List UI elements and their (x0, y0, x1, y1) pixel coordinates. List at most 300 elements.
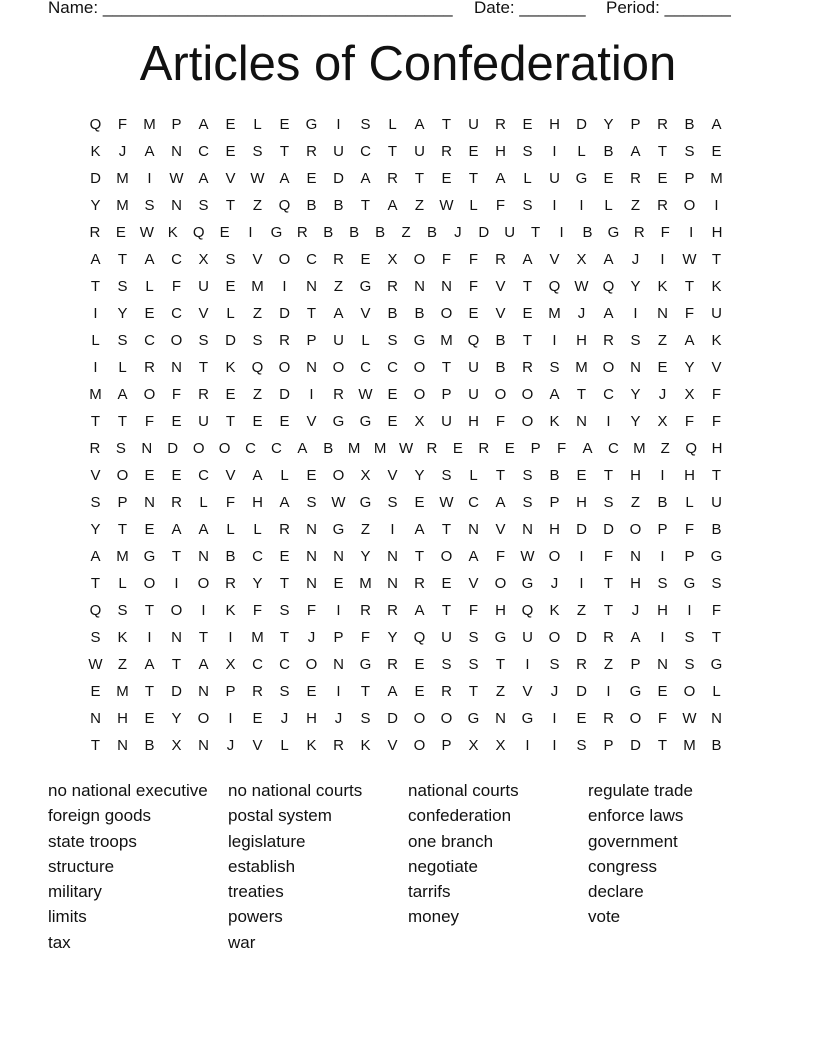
grid-letter[interactable]: D (225, 332, 236, 349)
grid-letter[interactable]: S (522, 467, 533, 484)
grid-letter[interactable]: A (279, 494, 290, 511)
grid-letter[interactable]: S (441, 467, 452, 484)
grid-letter[interactable]: O (548, 548, 561, 565)
grid-letter[interactable]: E (657, 683, 668, 700)
grid-letter[interactable]: T (90, 278, 101, 295)
grid-letter[interactable]: K (225, 602, 236, 619)
grid-letter[interactable]: F (171, 386, 182, 403)
grid-letter[interactable]: Y (90, 521, 101, 538)
grid-letter[interactable]: J (334, 710, 343, 727)
grid-letter[interactable]: A (711, 116, 722, 133)
grid-letter[interactable]: N (171, 629, 182, 646)
grid-letter[interactable]: L (523, 170, 532, 187)
grid-letter[interactable]: K (360, 737, 371, 754)
grid-letter[interactable]: D (603, 521, 614, 538)
grid-letter[interactable]: R (225, 575, 236, 592)
grid-letter[interactable]: J (118, 143, 127, 160)
grid-letter[interactable]: E (441, 575, 452, 592)
grid-letter[interactable]: M (683, 737, 696, 754)
grid-letter[interactable]: V (225, 467, 236, 484)
grid-letter[interactable]: E (576, 710, 587, 727)
grid-letter[interactable]: C (144, 332, 155, 349)
grid-letter[interactable]: U (414, 143, 425, 160)
grid-letter[interactable]: D (279, 386, 290, 403)
grid-letter[interactable]: F (468, 251, 479, 268)
grid-letter[interactable]: H (711, 224, 723, 241)
grid-letter[interactable]: M (347, 440, 361, 457)
grid-letter[interactable]: S (576, 737, 587, 754)
grid-letter[interactable]: R (630, 170, 641, 187)
grid-letter[interactable]: E (576, 467, 587, 484)
grid-letter[interactable]: R (441, 683, 452, 700)
grid-letter[interactable]: I (606, 683, 611, 700)
grid-letter[interactable]: R (333, 386, 344, 403)
grid-letter[interactable]: U (468, 116, 479, 133)
grid-letter[interactable]: C (279, 656, 290, 673)
grid-letter[interactable]: E (171, 467, 182, 484)
grid-letter[interactable]: N (630, 548, 641, 565)
grid-letter[interactable]: E (115, 224, 126, 241)
grid-letter[interactable]: I (559, 224, 564, 241)
grid-letter[interactable]: H (684, 467, 695, 484)
grid-letter[interactable]: O (440, 710, 453, 727)
grid-letter[interactable]: G (359, 494, 372, 511)
grid-letter[interactable]: P (117, 494, 128, 511)
grid-letter[interactable]: T (360, 683, 371, 700)
grid-letter[interactable]: T (657, 737, 668, 754)
grid-letter[interactable]: E (360, 251, 371, 268)
grid-letter[interactable]: A (630, 143, 641, 160)
grid-letter[interactable]: M (373, 440, 387, 457)
name-field[interactable] (48, 0, 453, 18)
grid-letter[interactable]: E (657, 359, 668, 376)
grid-letter[interactable]: O (197, 575, 210, 592)
grid-letter[interactable]: T (603, 602, 614, 619)
grid-letter[interactable]: P (549, 494, 560, 511)
grid-letter[interactable]: Z (252, 197, 263, 214)
grid-letter[interactable]: P (684, 170, 695, 187)
grid-letter[interactable]: I (552, 710, 557, 727)
grid-letter[interactable]: C (198, 143, 209, 160)
grid-letter[interactable]: I (228, 629, 233, 646)
grid-letter[interactable]: E (306, 170, 317, 187)
grid-letter[interactable]: I (525, 737, 530, 754)
grid-letter[interactable]: R (603, 710, 614, 727)
grid-letter[interactable]: T (711, 467, 722, 484)
grid-letter[interactable]: G (143, 548, 156, 565)
grid-letter[interactable]: A (603, 251, 614, 268)
grid-letter[interactable]: O (305, 656, 318, 673)
grid-letter[interactable]: P (603, 737, 614, 754)
grid-letter[interactable]: B (387, 305, 398, 322)
grid-letter[interactable]: O (413, 359, 426, 376)
grid-letter[interactable]: O (602, 359, 615, 376)
grid-letter[interactable]: T (531, 224, 541, 241)
grid-letter[interactable]: T (279, 629, 290, 646)
period-blank[interactable]: _______ (664, 0, 731, 17)
grid-letter[interactable]: P (171, 116, 182, 133)
grid-letter[interactable]: Y (90, 197, 101, 214)
grid-letter[interactable]: S (711, 575, 722, 592)
grid-letter[interactable]: M (548, 305, 561, 322)
grid-letter[interactable]: A (90, 548, 101, 565)
grid-letter[interactable]: V (306, 413, 317, 430)
grid-letter[interactable]: L (118, 575, 127, 592)
grid-letter[interactable]: H (630, 467, 641, 484)
grid-letter[interactable]: E (225, 116, 236, 133)
grid-letter[interactable]: A (414, 116, 425, 133)
grid-letter[interactable]: T (90, 413, 101, 430)
grid-letter[interactable]: C (198, 467, 209, 484)
grid-letter[interactable]: X (171, 737, 182, 754)
grid-letter[interactable]: T (171, 548, 182, 565)
grid-letter[interactable]: P (630, 116, 641, 133)
grid-letter[interactable]: N (117, 737, 128, 754)
grid-letter[interactable]: Z (576, 602, 587, 619)
grid-letter[interactable]: A (198, 170, 209, 187)
grid-letter[interactable]: S (603, 494, 614, 511)
grid-letter[interactable]: F (603, 548, 614, 565)
grid-letter[interactable]: A (171, 521, 182, 538)
grid-letter[interactable]: J (550, 683, 559, 700)
grid-letter[interactable]: S (360, 710, 371, 727)
grid-letter[interactable]: L (91, 332, 100, 349)
grid-letter[interactable]: R (603, 629, 614, 646)
grid-letter[interactable]: S (279, 683, 290, 700)
grid-letter[interactable]: H (630, 575, 641, 592)
grid-letter[interactable]: S (522, 494, 533, 511)
grid-letter[interactable]: T (117, 521, 128, 538)
grid-letter[interactable]: K (711, 278, 722, 295)
grid-letter[interactable]: O (413, 386, 426, 403)
grid-letter[interactable]: Z (401, 224, 411, 241)
grid-letter[interactable]: W (358, 386, 373, 403)
grid-letter[interactable]: W (169, 170, 184, 187)
grid-letter[interactable]: S (684, 629, 695, 646)
grid-letter[interactable]: F (252, 602, 263, 619)
grid-letter[interactable]: E (414, 683, 425, 700)
grid-letter[interactable]: R (89, 440, 101, 457)
grid-letter[interactable]: D (576, 521, 587, 538)
grid-letter[interactable]: I (201, 602, 206, 619)
grid-letter[interactable]: C (360, 359, 371, 376)
grid-letter[interactable]: C (387, 359, 398, 376)
grid-letter[interactable]: P (306, 332, 317, 349)
grid-letter[interactable]: R (478, 440, 490, 457)
grid-letter[interactable]: J (631, 602, 640, 619)
grid-letter[interactable]: S (198, 332, 209, 349)
grid-letter[interactable]: O (521, 413, 534, 430)
grid-letter[interactable]: F (306, 602, 317, 619)
grid-letter[interactable]: R (657, 116, 668, 133)
grid-letter[interactable]: U (198, 278, 209, 295)
grid-letter[interactable]: M (575, 359, 588, 376)
grid-letter[interactable]: S (115, 440, 126, 457)
name-blank[interactable]: _____________________________________ (102, 0, 453, 17)
grid-letter[interactable]: C (360, 143, 371, 160)
grid-letter[interactable]: A (117, 386, 128, 403)
grid-letter[interactable]: M (359, 575, 372, 592)
grid-letter[interactable]: H (468, 413, 479, 430)
grid-letter[interactable]: B (711, 737, 722, 754)
grid-letter[interactable]: L (280, 737, 289, 754)
grid-letter[interactable]: V (252, 737, 263, 754)
grid-letter[interactable]: W (439, 197, 454, 214)
grid-letter[interactable]: A (90, 251, 101, 268)
grid-letter[interactable]: F (468, 278, 479, 295)
grid-letter[interactable]: T (198, 359, 209, 376)
grid-letter[interactable]: O (521, 386, 534, 403)
grid-letter[interactable]: C (171, 305, 182, 322)
grid-letter[interactable]: W (682, 251, 697, 268)
grid-letter[interactable]: G (710, 548, 723, 565)
grid-letter[interactable]: X (225, 656, 236, 673)
grid-letter[interactable]: J (454, 224, 462, 241)
grid-letter[interactable]: T (171, 656, 182, 673)
grid-letter[interactable]: O (683, 197, 696, 214)
grid-letter[interactable]: U (441, 413, 452, 430)
grid-letter[interactable]: X (495, 737, 506, 754)
grid-letter[interactable]: L (253, 116, 262, 133)
grid-letter[interactable]: N (198, 548, 209, 565)
grid-letter[interactable]: R (333, 251, 344, 268)
grid-letter[interactable]: Y (630, 413, 641, 430)
grid-letter[interactable]: L (712, 683, 721, 700)
grid-letter[interactable]: E (387, 413, 398, 430)
grid-letter[interactable]: I (282, 278, 287, 295)
grid-letter[interactable]: N (198, 683, 209, 700)
grid-letter[interactable]: H (549, 521, 560, 538)
grid-letter[interactable]: R (495, 116, 506, 133)
grid-letter[interactable]: A (630, 629, 641, 646)
period-field[interactable] (606, 0, 731, 18)
grid-letter[interactable]: R (522, 359, 533, 376)
grid-letter[interactable]: E (414, 494, 425, 511)
grid-letter[interactable]: E (225, 143, 236, 160)
grid-letter[interactable]: O (440, 548, 453, 565)
grid-letter[interactable]: I (687, 602, 692, 619)
grid-letter[interactable]: U (468, 359, 479, 376)
grid-letter[interactable]: T (90, 575, 101, 592)
grid-letter[interactable]: T (495, 656, 506, 673)
grid-letter[interactable]: U (198, 413, 209, 430)
grid-letter[interactable]: U (333, 332, 344, 349)
grid-letter[interactable]: R (279, 521, 290, 538)
grid-letter[interactable]: D (171, 683, 182, 700)
grid-letter[interactable]: E (144, 521, 155, 538)
grid-letter[interactable]: F (660, 224, 670, 241)
grid-letter[interactable]: T (360, 197, 371, 214)
grid-letter[interactable]: A (414, 602, 425, 619)
grid-letter[interactable]: Q (192, 224, 205, 241)
grid-letter[interactable]: Y (171, 710, 182, 727)
grid-letter[interactable]: V (549, 251, 560, 268)
grid-letter[interactable]: P (333, 629, 344, 646)
grid-letter[interactable]: N (468, 521, 479, 538)
grid-letter[interactable]: B (603, 143, 614, 160)
grid-letter[interactable]: K (549, 413, 560, 430)
grid-letter[interactable]: S (630, 332, 641, 349)
grid-letter[interactable]: Q (251, 359, 264, 376)
grid-letter[interactable]: I (93, 305, 98, 322)
grid-letter[interactable]: A (144, 143, 155, 160)
grid-letter[interactable]: G (710, 656, 723, 673)
grid-letter[interactable]: W (331, 494, 346, 511)
grid-letter[interactable]: D (387, 710, 398, 727)
grid-letter[interactable]: Z (360, 521, 371, 538)
grid-letter[interactable]: T (90, 737, 101, 754)
grid-letter[interactable]: L (577, 143, 586, 160)
grid-letter[interactable]: V (522, 683, 533, 700)
grid-letter[interactable]: M (116, 170, 129, 187)
grid-letter[interactable]: V (468, 575, 479, 592)
grid-letter[interactable]: A (279, 170, 290, 187)
grid-letter[interactable]: V (387, 737, 398, 754)
grid-letter[interactable]: C (603, 386, 614, 403)
grid-letter[interactable]: N (522, 521, 533, 538)
grid-letter[interactable]: G (575, 170, 588, 187)
grid-letter[interactable]: X (684, 386, 695, 403)
grid-letter[interactable]: I (228, 710, 233, 727)
grid-letter[interactable]: A (333, 305, 344, 322)
grid-letter[interactable]: T (387, 143, 398, 160)
grid-letter[interactable]: U (711, 494, 722, 511)
grid-letter[interactable]: T (495, 467, 506, 484)
grid-letter[interactable]: I (633, 305, 638, 322)
grid-letter[interactable]: K (117, 629, 128, 646)
grid-letter[interactable]: V (711, 359, 722, 376)
grid-letter[interactable]: R (171, 494, 182, 511)
grid-letter[interactable]: Z (657, 332, 668, 349)
grid-letter[interactable]: C (468, 494, 479, 511)
grid-letter[interactable]: U (549, 170, 560, 187)
grid-letter[interactable]: T (468, 683, 479, 700)
grid-letter[interactable]: O (278, 359, 291, 376)
grid-letter[interactable]: Q (602, 278, 615, 295)
grid-letter[interactable]: D (279, 305, 290, 322)
grid-letter[interactable]: T (711, 251, 722, 268)
grid-letter[interactable]: F (657, 710, 668, 727)
grid-letter[interactable]: A (198, 521, 209, 538)
grid-letter[interactable]: X (387, 251, 398, 268)
grid-letter[interactable]: S (198, 197, 209, 214)
grid-letter[interactable]: T (441, 359, 452, 376)
grid-letter[interactable]: S (657, 575, 668, 592)
grid-letter[interactable]: U (441, 629, 452, 646)
grid-letter[interactable]: G (413, 332, 426, 349)
grid-letter[interactable]: Q (89, 116, 102, 133)
grid-letter[interactable]: I (390, 521, 395, 538)
grid-letter[interactable]: Q (548, 278, 561, 295)
grid-letter[interactable]: A (387, 197, 398, 214)
grid-letter[interactable]: T (441, 521, 452, 538)
grid-letter[interactable]: M (440, 332, 453, 349)
grid-letter[interactable]: T (603, 467, 614, 484)
grid-letter[interactable]: T (684, 278, 695, 295)
grid-letter[interactable]: F (117, 116, 128, 133)
grid-letter[interactable]: Q (413, 629, 426, 646)
grid-letter[interactable]: T (117, 413, 128, 430)
grid-letter[interactable]: G (683, 575, 696, 592)
grid-letter[interactable]: R (576, 656, 587, 673)
grid-letter[interactable]: V (198, 305, 209, 322)
grid-letter[interactable]: R (387, 602, 398, 619)
grid-letter[interactable]: R (603, 332, 614, 349)
grid-letter[interactable]: E (225, 386, 236, 403)
grid-letter[interactable]: T (711, 629, 722, 646)
grid-letter[interactable]: N (198, 737, 209, 754)
grid-letter[interactable]: S (387, 332, 398, 349)
grid-letter[interactable]: E (171, 413, 182, 430)
grid-letter[interactable]: B (225, 548, 236, 565)
grid-letter[interactable]: L (469, 197, 478, 214)
grid-letter[interactable]: G (359, 278, 372, 295)
grid-letter[interactable]: T (522, 332, 533, 349)
grid-letter[interactable]: D (576, 116, 587, 133)
grid-letter[interactable]: T (279, 143, 290, 160)
grid-letter[interactable]: H (495, 143, 506, 160)
grid-letter[interactable]: A (468, 548, 479, 565)
grid-letter[interactable]: P (684, 548, 695, 565)
grid-letter[interactable]: E (603, 170, 614, 187)
grid-letter[interactable]: Y (387, 629, 398, 646)
grid-letter[interactable]: B (323, 440, 334, 457)
grid-letter[interactable]: S (522, 143, 533, 160)
grid-letter[interactable]: D (90, 170, 101, 187)
grid-letter[interactable]: P (225, 683, 236, 700)
grid-letter[interactable]: S (684, 656, 695, 673)
grid-letter[interactable]: A (360, 170, 371, 187)
grid-letter[interactable]: T (657, 143, 668, 160)
grid-letter[interactable]: G (270, 224, 283, 241)
grid-letter[interactable]: A (684, 332, 695, 349)
grid-letter[interactable]: O (413, 251, 426, 268)
grid-letter[interactable]: E (441, 170, 452, 187)
grid-letter[interactable]: J (658, 386, 667, 403)
grid-letter[interactable]: F (225, 494, 236, 511)
grid-letter[interactable]: U (333, 143, 344, 160)
grid-letter[interactable]: E (387, 386, 398, 403)
grid-letter[interactable]: I (579, 548, 584, 565)
grid-letter[interactable]: E (252, 413, 263, 430)
grid-letter[interactable]: O (683, 683, 696, 700)
grid-letter[interactable]: S (684, 143, 695, 160)
grid-letter[interactable]: W (682, 710, 697, 727)
grid-letter[interactable]: I (309, 386, 314, 403)
grid-letter[interactable]: S (306, 494, 317, 511)
grid-letter[interactable]: S (549, 359, 560, 376)
grid-letter[interactable]: Q (685, 440, 697, 457)
grid-letter[interactable]: W (398, 440, 414, 457)
grid-letter[interactable]: R (495, 251, 506, 268)
grid-letter[interactable]: F (495, 413, 506, 430)
grid-letter[interactable]: P (530, 440, 541, 457)
grid-letter[interactable]: Y (684, 359, 695, 376)
grid-letter[interactable]: S (522, 197, 533, 214)
grid-letter[interactable]: O (629, 710, 642, 727)
grid-letter[interactable]: U (504, 224, 516, 241)
date-blank[interactable]: _______ (519, 0, 586, 17)
grid-letter[interactable]: O (413, 737, 426, 754)
grid-letter[interactable]: I (579, 575, 584, 592)
grid-letter[interactable]: L (361, 332, 370, 349)
grid-letter[interactable]: H (576, 332, 587, 349)
grid-letter[interactable]: U (468, 386, 479, 403)
grid-letter[interactable]: I (248, 224, 253, 241)
grid-letter[interactable]: C (306, 251, 317, 268)
grid-letter[interactable]: F (441, 251, 452, 268)
grid-letter[interactable]: A (387, 683, 398, 700)
